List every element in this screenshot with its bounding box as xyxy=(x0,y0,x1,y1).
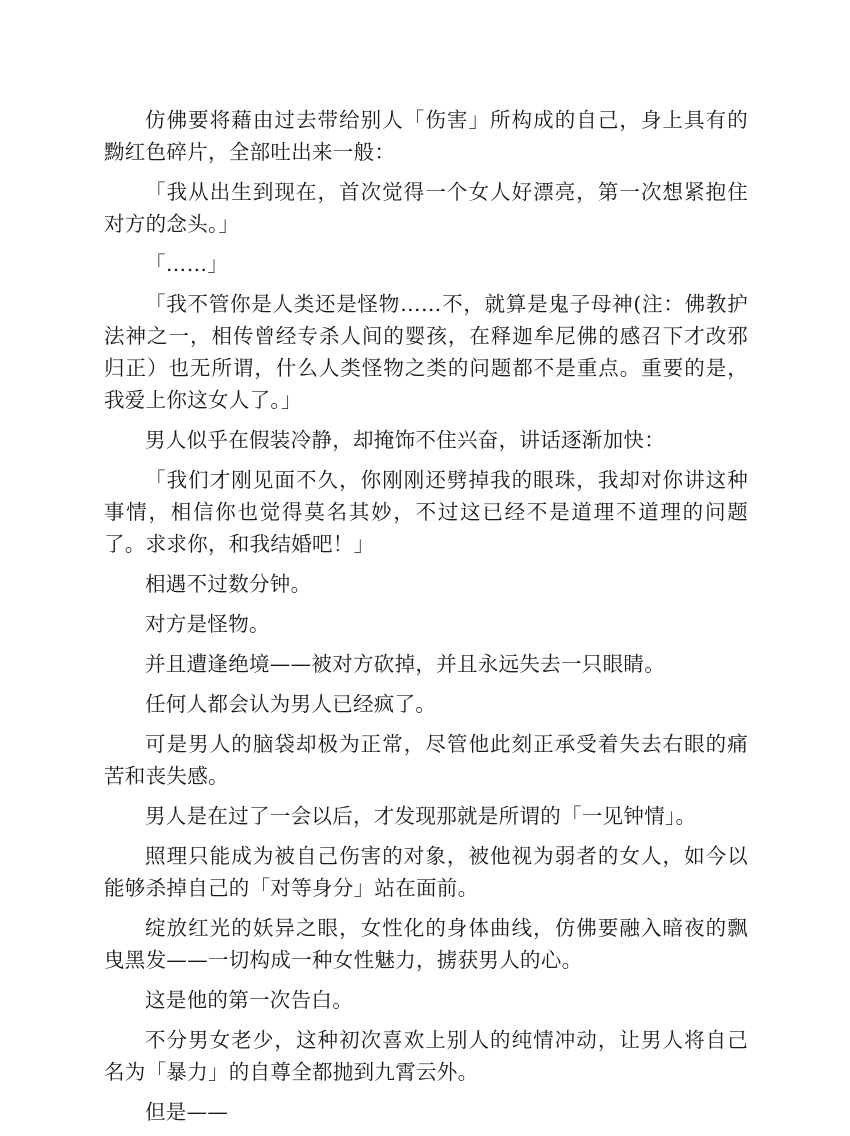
paragraph-11: 可是男人的脑袋却极为正常，尽管他此刻正承受着失去右眼的痛苦和丧失感。 xyxy=(104,732,748,788)
paragraph-9: 并且遭逢绝境——被对方砍掉，并且永远失去一只眼睛。 xyxy=(145,652,665,676)
paragraph-10: 任何人都会认为男人已经疯了。 xyxy=(145,692,437,716)
paragraph-16: 不分男女老少，这种初次喜欢上别人的纯情冲动，让男人将自己名为「暴力」的自尊全都抛到九霄云外。 xyxy=(104,1028,748,1084)
paragraph-17: 但是—— xyxy=(145,1100,229,1124)
paragraph-8: 对方是怪物。 xyxy=(145,612,270,636)
paragraph-1: 仿佛要将藉由过去带给别人「伤害」所构成的自己，身上具有的黝红色碎片，全部吐出来一般： xyxy=(104,108,748,164)
paragraph-4: 「我不管你是人类还是怪物……不，就算是鬼子母神(注：佛教护法神之一，相传曾经专杀人间的婴孩，在释迦牟尼佛的感召下才改邪归正）也无所谓，什么人类怪物之类的问题都不是重点。重要的是，我爱上你这女人了。」 xyxy=(104,292,748,412)
paragraph-12: 男人是在过了一会以后，才发现那就是所谓的「一见钟情」。 xyxy=(145,804,697,828)
paragraph-14: 绽放红光的妖异之眼，女性化的身体曲线，仿佛要融入暗夜的飘曳黑发——一切构成一种女性魅力，掳获男人的心。 xyxy=(104,916,748,972)
paragraph-5: 男人似乎在假装冷静，却掩饰不住兴奋，讲话逐渐加快： xyxy=(145,428,665,452)
paragraph-6: 「我们才刚见面不久，你刚刚还劈掉我的眼珠，我却对你讲这种事情，相信你也觉得莫名其妙，不过这已经不是道理不道理的问题了。求求你，和我结婚吧！」 xyxy=(104,468,748,556)
paragraph-13: 照理只能成为被自己伤害的对象，被他视为弱者的女人，如今以能够杀掉自己的「对等身分」站在面前。 xyxy=(104,844,748,900)
paragraph-15: 这是他的第一次告白。 xyxy=(145,988,353,1012)
paragraph-2: 「我从出生到现在，首次觉得一个女人好漂亮，第一次想紧抱住对方的念头。」 xyxy=(104,180,748,236)
document-page xyxy=(104,104,748,1136)
paragraph-3: 「……」 xyxy=(145,252,229,276)
paragraph-7: 相遇不过数分钟。 xyxy=(145,572,312,596)
